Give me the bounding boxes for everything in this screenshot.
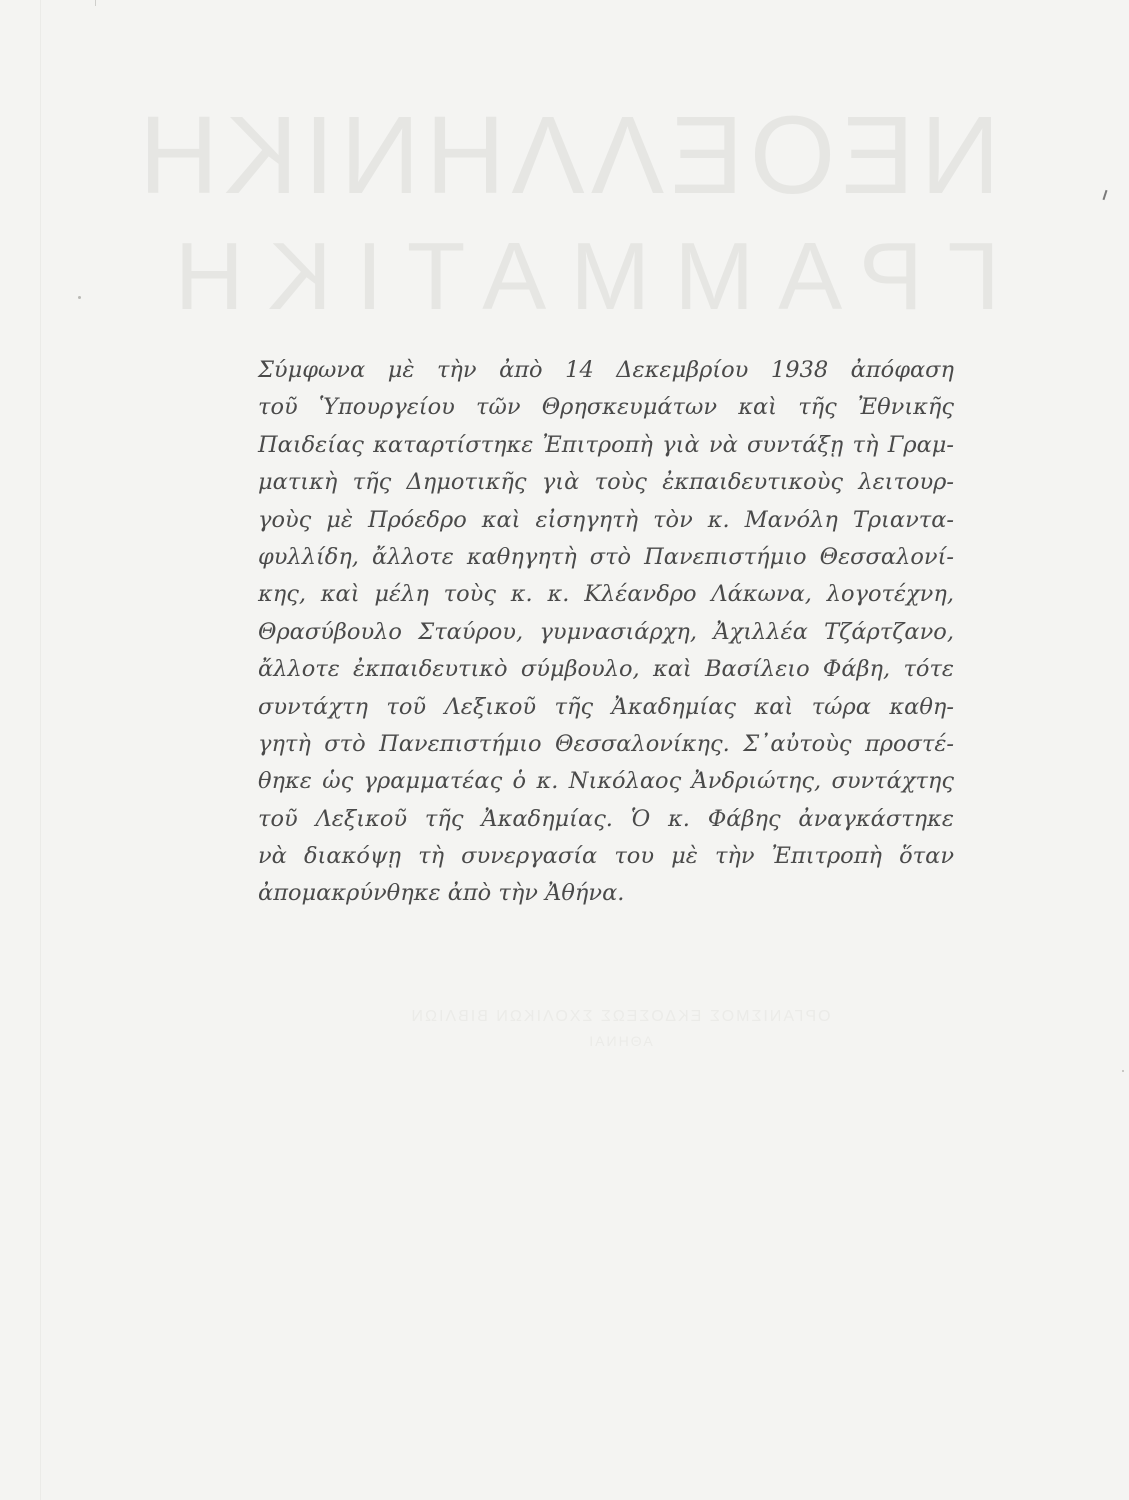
show-through-city: ΑΘΗΝΑΙ — [587, 1033, 653, 1049]
text-line: Θρασύβουλο Σταύρου, γυμνασιάρχη, Ἀχιλλέα Τζάρτζανο, — [258, 618, 954, 645]
scan-mark — [1103, 190, 1108, 200]
scan-mark — [95, 0, 96, 6]
text-line: νὰ διακόψῃ τὴ συνεργασία του μὲ τὴν Ἐπιτροπὴ ὅταν — [258, 843, 954, 870]
show-through-subtitle: ΓΡΑΜΜΑΤΙΚΗ — [150, 223, 1000, 330]
scan-speck — [1122, 1070, 1124, 1072]
text-line: Παιδείας καταρτίστηκε Ἐπιτροπὴ γιὰ νὰ συντάξῃ τὴ Γραμ- — [258, 431, 954, 458]
text-line: Σύμφωνα μὲ τὴν ἀπὸ 14 Δεκεμβρίου 1938 ἀπόφαση — [258, 357, 954, 383]
text-line: κης, καὶ μέλη τοὺς κ. κ. Κλέανδρο Λάκωνα, λογοτέχνη, — [258, 581, 954, 608]
text-line: τοῦ Λεξικοῦ τῆς Ἀκαδημίας. Ὁ κ. Φάβης ἀναγκάστηκε — [258, 805, 954, 832]
text-line: συντάχτη τοῦ Λεξικοῦ τῆς Ἀκαδημίας καὶ τώρα καθη- — [258, 693, 954, 720]
text-line: γητὴ στὸ Πανεπιστήμιο Θεσσαλονίκης. Σ᾽αὐτοὺς προστέ- — [258, 730, 954, 757]
text-line: θηκε ὡς γραμματέας ὁ κ. Νικόλαος Ἀνδριώτης, συντάχτης — [258, 768, 954, 795]
text-line: ἄλλοτε ἐκπαιδευτικὸ σύμβουλο, καὶ Βασίλειο Φάβη, τότε — [258, 656, 954, 683]
page-edge-line — [40, 0, 41, 1500]
body-paragraph — [258, 352, 954, 913]
show-through-title: ΝΕΟΕΛΛΗΝΙΚΗ — [133, 94, 1000, 217]
scan-speck — [78, 296, 81, 299]
show-through-publisher: ΟΡΓΑΝΙΣΜΟΣ ΕΚΔΟΣΕΩΣ ΣΧΟΛΙΚΩΝ ΒΙΒΛΙΩΝ — [409, 1008, 831, 1025]
text-line: φυλλίδη, ἄλλοτε καθηγητὴ στὸ Πανεπιστήμιο Θεσσαλονί- — [258, 543, 954, 570]
text-line: ματικὴ τῆς Δημοτικῆς γιὰ τοὺς ἐκπαιδευτικοὺς λειτουρ- — [258, 469, 954, 496]
text-line: τοῦ Ὑπουργείου τῶν Θρησκευμάτων καὶ τῆς Ἐθνικῆς — [258, 394, 954, 421]
text-line: γοὺς μὲ Πρόεδρο καὶ εἰσηγητὴ τὸν κ. Μανόλη Τριαντα- — [258, 506, 954, 533]
text-line-last: ἀπομακρύνθηκε ἀπὸ τὴν Ἀθήνα. — [258, 880, 625, 907]
